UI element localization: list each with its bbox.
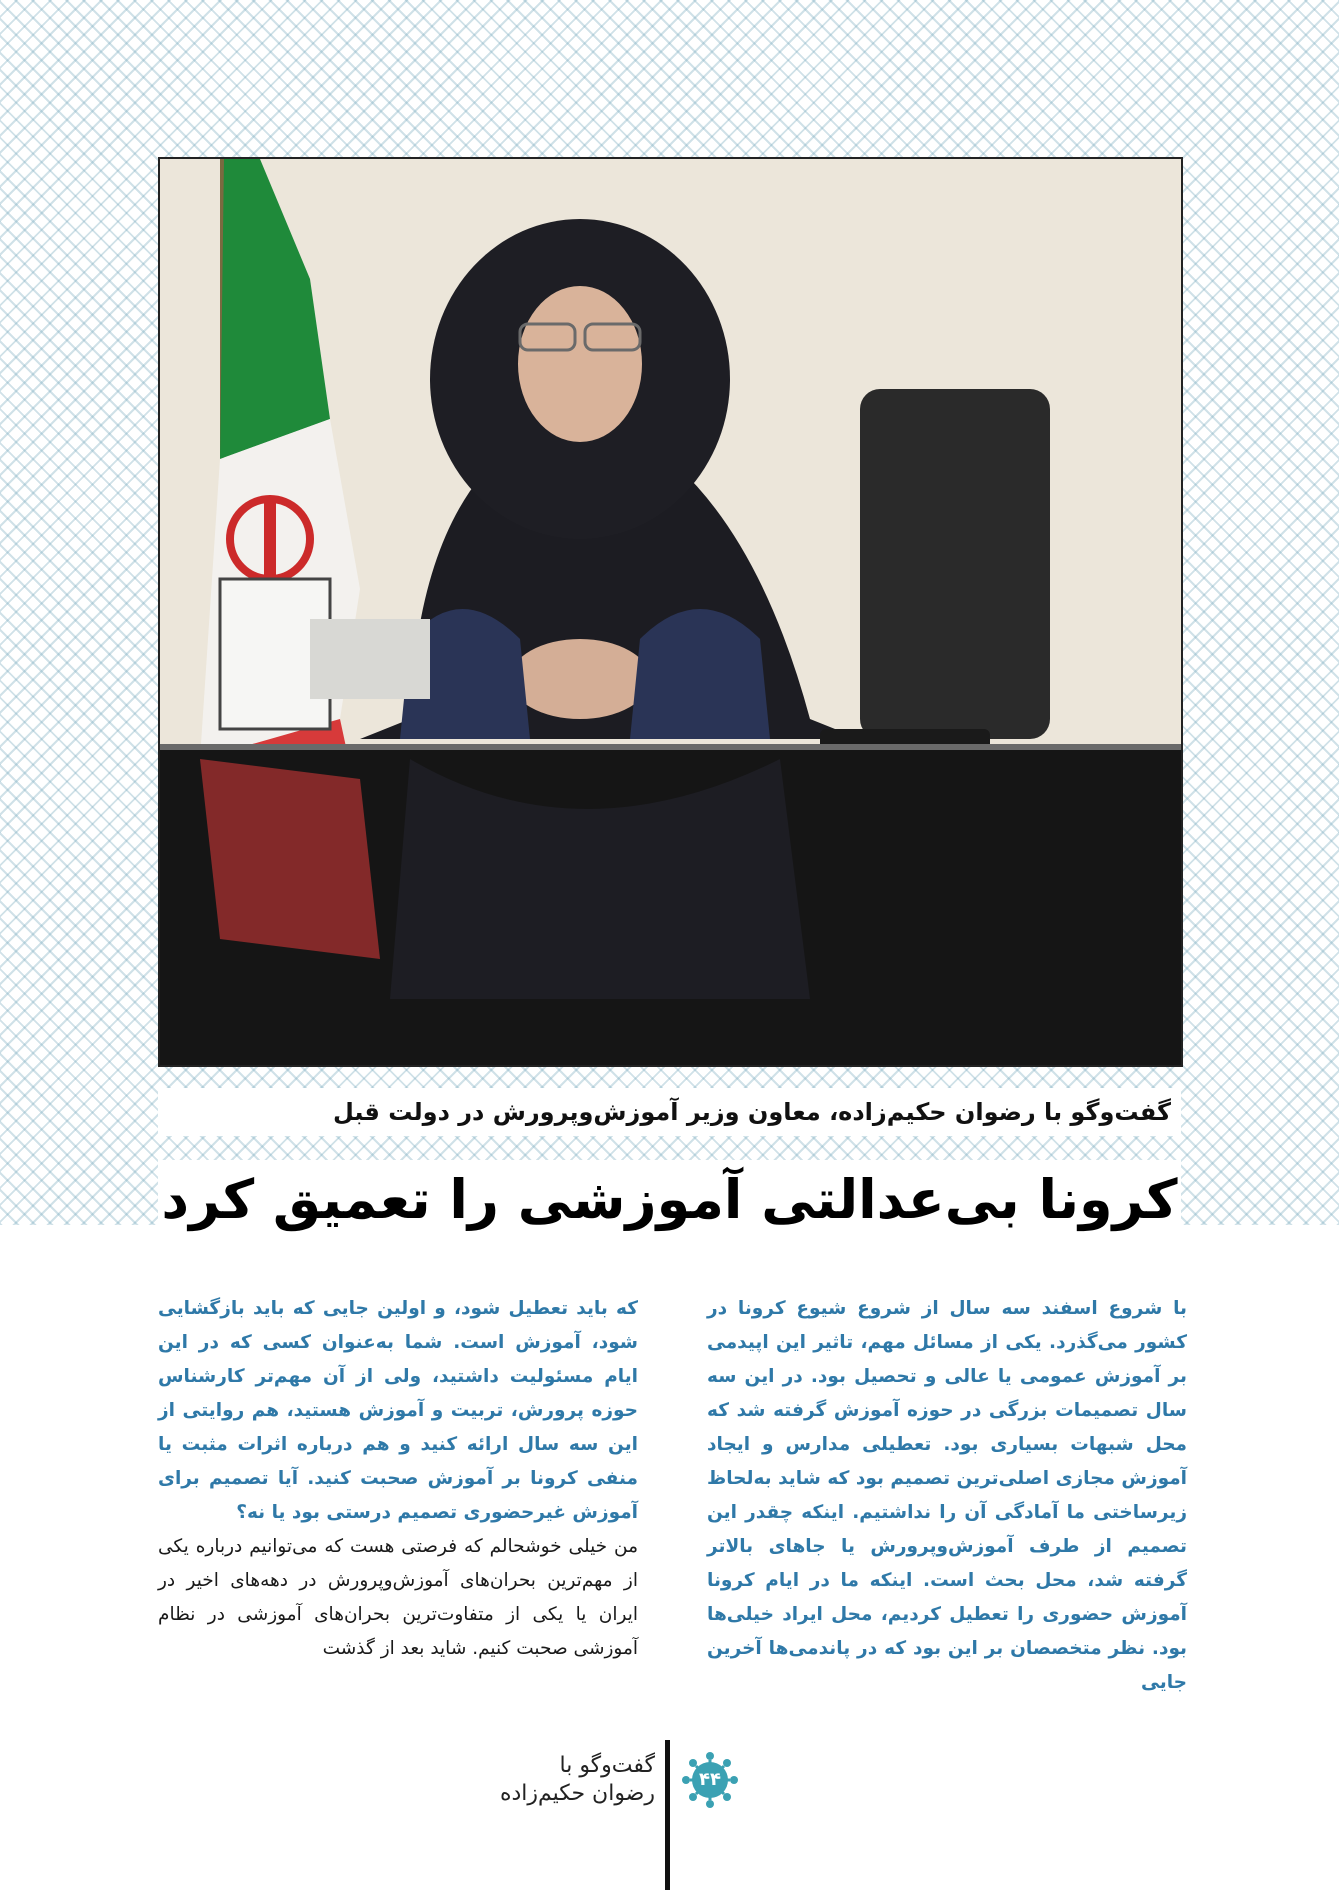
article-column-left xyxy=(158,1292,638,1666)
interview-answer: من خیلی خوشحالم که فرصتی هست که می‌توانیم درباره یکی از مهم‌ترین بحران‌های آموزش‌وپرورش در دهه‌های اخیر در ایران یا یکی از متفاوت‌ترین بحران‌های آموزشی در نظام آموزشی صحبت کنیم. شاید بعد از گذشت xyxy=(158,1536,638,1659)
article-title: کرونا بی‌عدالتی آموزشی را تعمیق کرد xyxy=(161,1168,1178,1231)
page-number: ۴۴ xyxy=(699,1769,721,1790)
interview-photo xyxy=(158,157,1183,1067)
article-column-right xyxy=(707,1292,1187,1700)
footer-label-line-1: گفت‌وگو با xyxy=(559,1753,655,1778)
page-number-badge xyxy=(682,1752,738,1808)
article-subtitle: گفت‌وگو با رضوان حکیم‌زاده، معاون وزیر آموزش‌وپرورش در دولت قبل xyxy=(332,1098,1171,1126)
subtitle-banner xyxy=(158,1088,1181,1136)
interview-question-part-1: با شروع اسفند سه سال از شروع شیوع کرونا در کشور می‌گذرد. یکی از مسائل مهم، تاثیر این اپیدمی بر آموزش عمومی یا عالی و تحصیل بود. در این سه سال تصمیمات بزرگی در حوزه آموزش گرفته شد که محل شبهات بسیاری بود. تعطیلی مدارس و ایجاد آموزش مجازی اصلی‌ترین تصمیم بود که شاید به‌لحاظ زیرساختی ما آمادگی آن را نداشتیم. اینکه چقدر این تصمیم از طرف آموزش‌وپرورش یا جاهای بالاتر گرفته شد، محل بحث است. اینکه ما در ایام کرونا آموزش حضوری را تعطیل کردیم، محل ایراد خیلی‌ها بود. نظر متخصصان بر این بود که در پاندمی‌ها آخرین جایی xyxy=(707,1298,1187,1693)
footer-divider xyxy=(665,1740,670,1890)
footer-label-line-2: رضوان حکیم‌زاده xyxy=(499,1781,655,1806)
footer-section-label xyxy=(470,1752,655,1808)
interview-question-part-2: که باید تعطیل شود، و اولین جایی که باید بازگشایی شود، آموزش است. شما به‌عنوان کسی که در این ایام مسئولیت داشتید، ولی از آن مهم‌تر کارشناس حوزه پرورش، تربیت و آموزش هستید، هم روایتی از این سه سال ارائه کنید و هم درباره اثرات مثبت یا منفی کرونا بر آموزش صحبت کنید. آیا تصمیم برای آموزش غیرحضوری تصمیم درستی بود یا نه؟ xyxy=(158,1298,638,1523)
title-banner xyxy=(158,1160,1181,1240)
